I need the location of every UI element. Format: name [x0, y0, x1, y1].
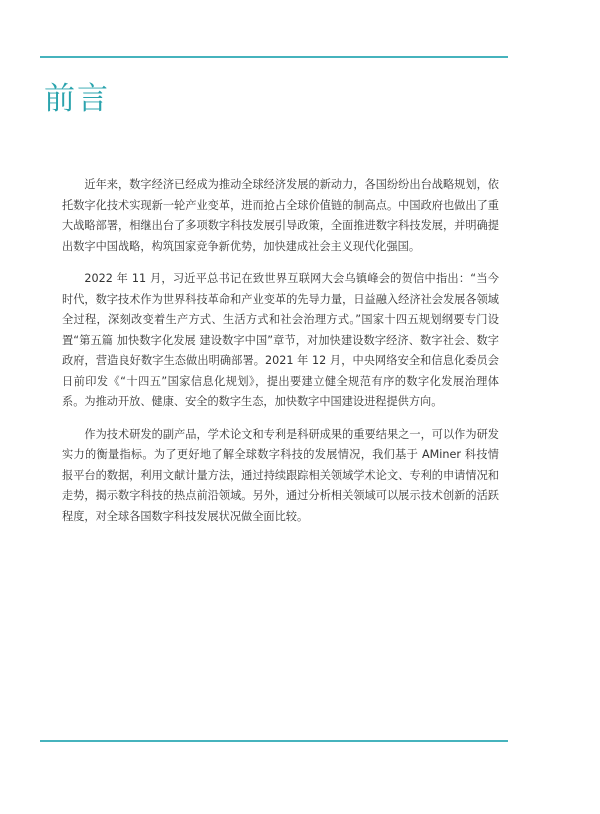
paragraph: 2022 年 11 月，习近平总书记在致世界互联网大会乌镇峰会的贺信中指出：“当今时代，数字技术作为世界科技革命和产业变革的先导力量，日益融入经济社会发展各领域全过程，深刻改变着生产方式、生活方式和社会治理方式。”国家十四五规划纲要专门设置“第五篇 加快数字化发展 建设数字中国”章节，对加快建设数字经济、数字社会、数字政府，营造良好数字生态做出明确部署。2021 年 12 月，中央网络安全和信息化委员会日前印发《“十四五”国家信息化规划》，提出要建立健全规范有序的数字化发展治理体系。为推动开放、健康、安全的数字生态，加快数字中国建设进程提供方向。: [62, 272, 499, 408]
body-text: [62, 175, 499, 539]
footer-rule: [40, 740, 508, 742]
paragraph: 近年来，数字经济已经成为推动全球经济发展的新动力，各国纷纷出台战略规划，依托数字化技术实现新一轮产业变革，进而抢占全球价值链的制高点。中国政府也做出了重大战略部署，相继出台了多项数字科技发展引导政策，全面推进数字科技发展，并明确提出数字中国战略，构筑国家竞争新优势，加快建成社会主义现代化强国。: [62, 178, 499, 253]
page-title: 前言: [44, 81, 110, 117]
paragraph: 作为技术研发的副产品，学术论文和专利是科研成果的重要结果之一，可以作为研发实力的衡量指标。为了更好地了解全球数字科技的发展情况，我们基于 AMiner 科技情报平台的数据，利用文献计量方法，通过持续跟踪相关领域学术论文、专利的申请情况和走势，揭示数字科技的热点前沿领域。另外，通过分析相关领域可以展示技术创新的活跃程度，对全球各国数字科技发展状况做全面比较。: [62, 427, 499, 523]
header-rule: [40, 56, 508, 58]
